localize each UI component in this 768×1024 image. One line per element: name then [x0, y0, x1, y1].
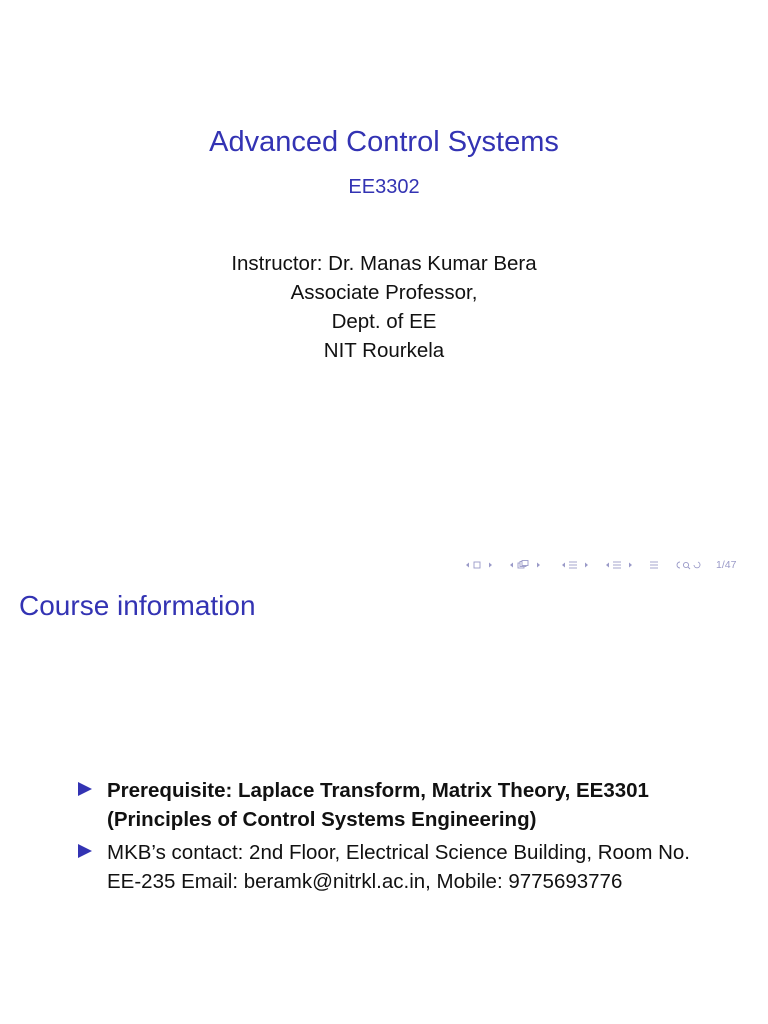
- triangle-bullet-icon: [78, 782, 92, 796]
- course-information-slide: [0, 512, 768, 1024]
- triangle-bullet-icon: [78, 844, 92, 858]
- prerequisite-text: Prerequisite: Laplace Transform, Matrix Theory, EE3301 (Principles of Control Systems Engineering): [107, 779, 649, 831]
- author-line: NIT Rourkela: [323, 339, 445, 362]
- author-line: Instructor: Dr. Manas Kumar Bera: [231, 252, 537, 275]
- author-line: Associate Professor,: [290, 281, 478, 304]
- contact-text: MKB’s contact: 2nd Floor, Electrical Science Building, Room No. EE-235 Email: beramk@nitrkl.ac.in, Mobile: 9775693776: [107, 841, 690, 893]
- author-line: Dept. of EE: [331, 310, 437, 333]
- presentation-subtitle: EE3302: [348, 176, 420, 198]
- frame-title: Course information: [19, 590, 256, 621]
- author-block: [0, 249, 768, 365]
- list-item: [78, 776, 718, 834]
- presentation-title: Advanced Control Systems: [209, 126, 559, 158]
- page-number: 1/47: [716, 559, 737, 571]
- bullet-list: [78, 776, 718, 900]
- list-item: [78, 838, 718, 896]
